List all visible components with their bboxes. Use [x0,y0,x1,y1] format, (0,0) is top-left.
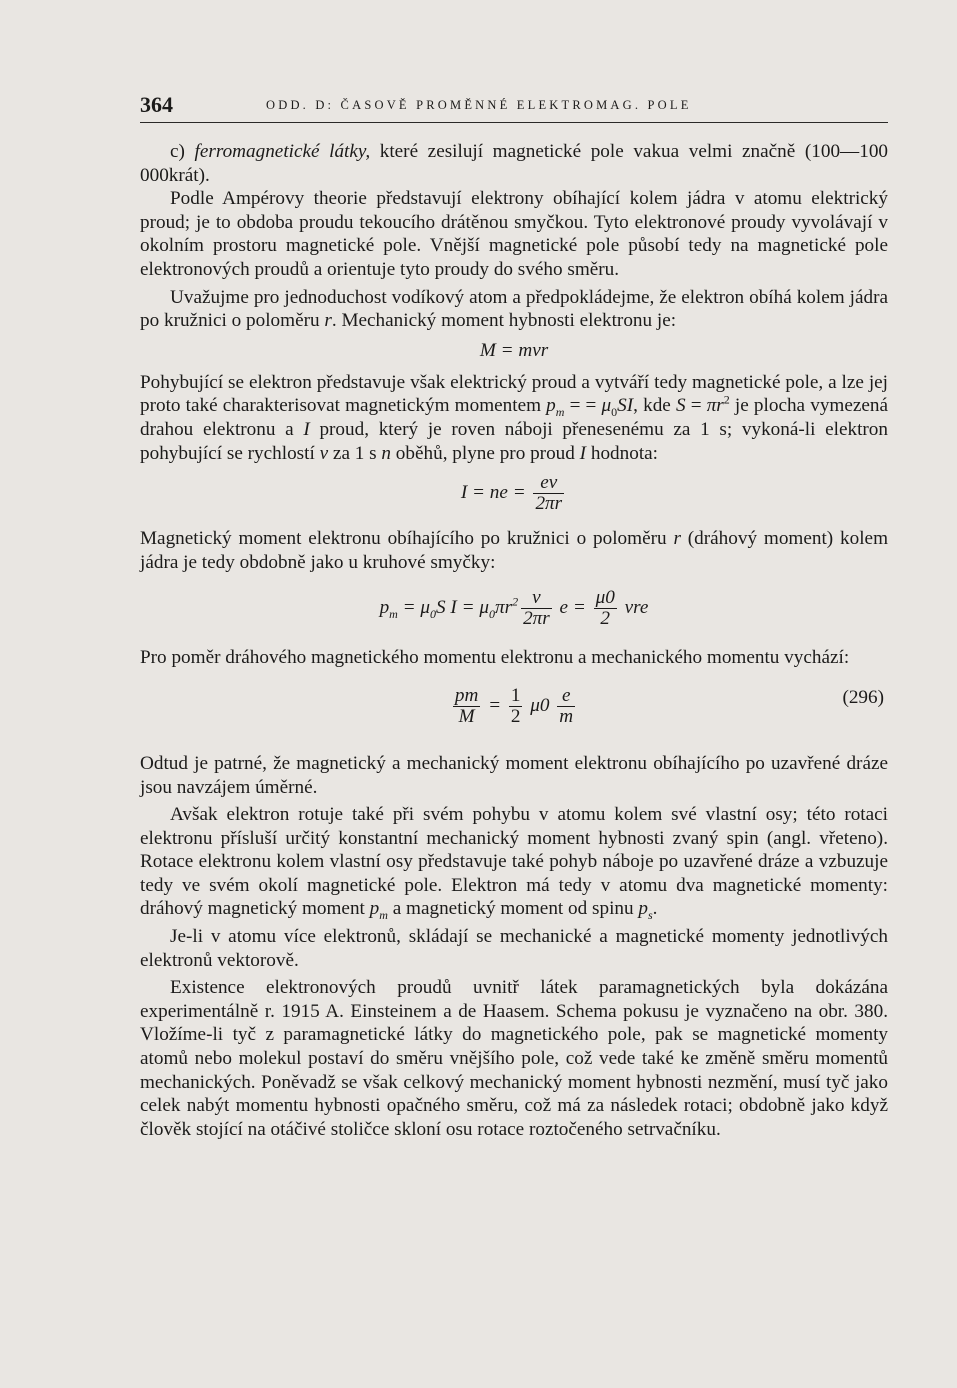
paragraph-einstein-de-haas: Existence elektronových proudů uvnitř látek paramagnetických byla dokázána experimentálně r. 1915 A. Einsteinem a de Haasem. Schema pokusu je vyznačeno na obr. 380. Vložíme-li tyč z paramagnetické látky do magnetického pole, pak se magnetické momenty atomů nebo molekul postaví do směru vnějšího pole, což vede také ke změně směru momentů mechanických. Poněvadž se však celkový mechanický moment hybnosti nezmění, musí tyč jako celek nabýt momentu hybnosti opačného směru, což má za následek rotaci; obdobně jako když člověk stojící na otáčivé stoličce skloní osu rotace roztočeného setrvačníku. [140,977,888,1140]
subscript-0: 0 [611,405,618,420]
symbol-s: S [675,395,686,417]
list-label: c) [170,141,195,162]
equation-line [140,473,888,514]
paragraph-text: Avšak elektron rotuje také při svém pohybu v atomu kolem své vlastní osy; této rotaci elektronu přísluší určitý konstantní mechanický moment hybnosti zvaný spin (angl. vřeteno). Rotace elektronu kolem vlastní osy představuje také pohyb náboje po uzavřené dráze a vzbuzuje tedy ve svém okolí magnetické pole. Elektron má tedy v atomu dva magnetické momenty: dráhový magnetický moment [140,804,888,920]
subscript-m: m [555,405,565,420]
equation-number: (296) [842,686,884,708]
superscript-2: 2 [723,392,730,407]
equation-orbital-moment [140,574,888,646]
paragraph-text: = [685,395,707,417]
symbol-mu: μ [601,395,612,417]
fraction [533,473,564,514]
subscript-s: s [648,908,653,923]
paragraph-text: Uvažujme pro jednoduchost vodíkový atom a předpokládejme, že elektron obíhá kolem jádra po kružnici o poloměru [140,286,888,332]
equation-296 [140,670,888,752]
denominator: 2 [510,706,521,728]
term-ferromagnetic: ferromagnetické látky, [194,141,371,162]
fraction [453,686,480,727]
symbol-i: I [303,418,310,440]
paragraph-proportional: Odtud je patrné, že magnetický a mechanický moment elektronu obíhajícího po uzavřené dráze jsou navzájem úměrné. [140,752,888,798]
subscript-m: m [389,607,398,622]
equation-text: πr [494,597,513,619]
equation-line [140,686,888,727]
symbol-v: v [319,442,329,464]
symbol-si: SI [617,395,634,417]
equation-mechanical-moment [140,333,888,367]
denominator: m [559,706,574,728]
equation-text: vre [619,597,649,619]
numerator: μ0 [595,587,615,609]
equation-line [140,588,888,629]
paragraph-text: . Mechanický moment hybnosti elektronu je: [331,310,677,332]
equation-current [140,465,888,525]
paragraph-text: oběhů, plyne pro proud [391,442,580,464]
subscript-0: 0 [488,607,495,622]
page-number: 364 [140,92,173,117]
paragraph-magnetic-moment [140,371,888,465]
fraction [509,686,523,727]
paragraph-text: . [652,898,658,920]
equation-text: M = mvr [479,339,549,361]
paragraph-vector-sum: Je-li v atomu více elektronů, skládají se mechanické a magnetické momenty jednotlivých elektronů vektorově. [140,926,888,971]
page-header [140,92,888,123]
paragraph-text: a magnetický moment od spinu [387,898,639,920]
symbol-i: I [579,442,587,464]
paragraph-orbital-moment [140,527,888,574]
paragraph-text: za 1 s [328,442,382,464]
equation-text: = μ [397,597,431,619]
numerator: ev [533,473,564,494]
superscript-2: 2 [512,594,519,609]
denominator: 2 [600,608,611,630]
paragraph-text: je plocha vymezená drahou elektronu a [140,395,888,440]
paragraph-text: (dráhový moment) kolem jádra je tedy obdobně jako u kruhové smyčky: [140,528,889,573]
body-text [140,140,888,1141]
paragraph-text: proud, který je roven náboji přenesenému za 1 s; vykoná-li elektron pohybující se rychlostí [140,418,888,464]
equation-text: S I = μ [436,597,489,619]
paragraph-text: , kde [633,395,676,417]
subscript-0: 0 [430,607,437,622]
fraction [557,686,575,727]
symbol-p: p [638,898,648,920]
denominator: 2πr [535,493,563,515]
paragraph-spin [140,803,888,921]
denominator: M [458,706,475,728]
symbol-r: r [673,528,681,550]
symbol-p: p [546,395,556,417]
paragraph-text: Magnetický moment elektronu obíhajícího po kružnici o poloměru [140,528,674,550]
paragraph-text: které zesilují magnetické pole vakua velmi značně (100—100 000krát). [140,141,889,186]
running-head: ODD. D: ČASOVĚ PROMĚNNÉ ELEKTROMAG. POLE [266,98,692,112]
equation-text: μ0 [525,694,555,716]
numerator: e [557,686,575,707]
denominator: 2πr [523,608,550,630]
subscript-m: m [379,908,388,923]
paragraph-text: = = [564,395,602,417]
equation-text: = [483,694,506,716]
numerator: pm [454,684,479,706]
paragraph-ampere-theory: Podle Ampérovy theorie představují elektrony obíhající kolem jádra v atomu elektrický proud; je to obdoba proudu tekoucího drátěnou smyčkou. Tyto elektronové proudy vyvolávají v okolním prostoru magnetické pole. Vnější magnetické pole působí tedy na magnetické pole elektronových proudů a orientuje tyto proudy do svého směru. [140,188,888,280]
paragraph-text: hodnota: [586,442,658,464]
paragraph-ferromagnetic [140,140,888,187]
symbol-p: p [369,898,380,920]
paragraph-hydrogen-atom [140,286,888,333]
numerator: 1 [510,684,521,706]
fraction [521,588,552,629]
symbol-r: r [324,310,332,332]
paragraph-ratio: Pro poměr dráhového magnetického momentu elektronu a mechanického momentu vychází: [140,647,850,669]
paragraph-text: Pohybující se elektron představuje však elektrický proud a vytváří tedy magnetické pole, a lze jej proto také charakterisovat magnetickým momentem [140,371,888,417]
equation-text: p [379,597,390,619]
symbol-pi-r: πr [706,395,724,417]
fraction [594,588,617,629]
symbol-n: n [381,442,391,464]
equation-text: e = [554,597,591,619]
numerator: v [521,588,552,609]
equation-text: I = ne = [460,482,531,504]
